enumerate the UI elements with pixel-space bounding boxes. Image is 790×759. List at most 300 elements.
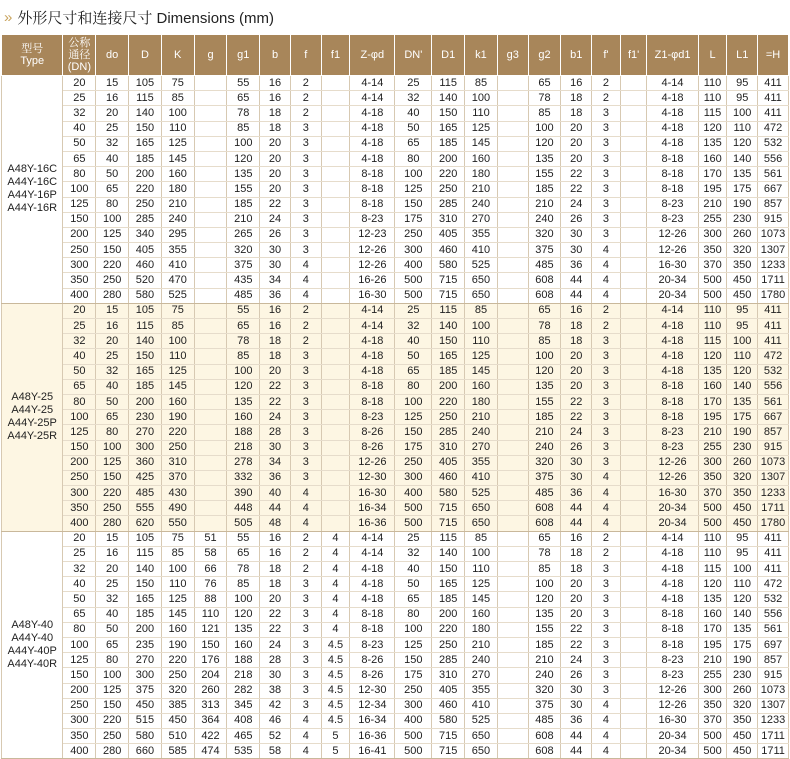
cell-g3 (497, 653, 528, 668)
cell-l: 300 (698, 227, 727, 242)
cell-f1 (321, 364, 350, 379)
cell-g3 (497, 106, 528, 121)
cell-g2: 320 (528, 455, 561, 470)
table-row (2, 622, 789, 637)
cell-l1: 175 (727, 410, 758, 425)
cell-f1 (321, 394, 350, 409)
cell-h: 1233 (758, 486, 789, 501)
cell-dn: 20 (63, 303, 96, 318)
cell-d1: 185 (432, 592, 465, 607)
cell-z1d1: 20-34 (647, 729, 698, 744)
cell-l: 120 (698, 577, 727, 592)
cell-g1: 435 (227, 273, 260, 288)
cell-d: 105 (129, 531, 162, 546)
cell-l: 160 (698, 607, 727, 622)
cell-d1: 140 (432, 319, 465, 334)
cell-k1: 525 (465, 486, 498, 501)
cell-f1 (321, 501, 350, 516)
cell-zd: 12-26 (350, 455, 395, 470)
cell-g: 474 (194, 744, 227, 759)
cell-d1: 405 (432, 683, 465, 698)
cell-d: 520 (129, 273, 162, 288)
cell-d: 375 (129, 683, 162, 698)
cell-b1: 18 (561, 546, 592, 561)
cell-g1: 345 (227, 698, 260, 713)
cell-d1: 460 (432, 698, 465, 713)
cell-d1: 150 (432, 106, 465, 121)
cell-do: 40 (96, 151, 129, 166)
cell-zd: 8-18 (350, 197, 395, 212)
cell-g (194, 136, 227, 151)
table-row (2, 76, 789, 91)
cell-d1: 285 (432, 197, 465, 212)
cell-d: 450 (129, 698, 162, 713)
cell-do: 280 (96, 288, 129, 303)
cell-f: 3 (290, 243, 321, 258)
cell-b1: 20 (561, 592, 592, 607)
cell-zd: 4-14 (350, 319, 395, 334)
cell-k1: 240 (465, 197, 498, 212)
cell-zd: 8-26 (350, 425, 395, 440)
cell-f1p (620, 151, 647, 166)
cell-f1p (620, 516, 647, 531)
cell-dnp: 32 (395, 546, 432, 561)
cell-b: 16 (260, 303, 291, 318)
cell-k1: 145 (465, 136, 498, 151)
cell-do: 220 (96, 486, 129, 501)
cell-k: 385 (161, 698, 194, 713)
cell-fp: 3 (592, 167, 621, 182)
cell-g3 (497, 410, 528, 425)
cell-h: 1073 (758, 455, 789, 470)
cell-b: 20 (260, 151, 291, 166)
cell-k1: 270 (465, 212, 498, 227)
cell-l: 255 (698, 212, 727, 227)
cell-g3 (497, 713, 528, 728)
cell-dnp: 50 (395, 577, 432, 592)
cell-b: 20 (260, 182, 291, 197)
cell-g3 (497, 455, 528, 470)
cell-fp: 3 (592, 151, 621, 166)
cell-b: 38 (260, 683, 291, 698)
cell-fp: 4 (592, 486, 621, 501)
page-title-bar (0, 0, 790, 34)
cell-k: 470 (161, 273, 194, 288)
cell-g1: 100 (227, 136, 260, 151)
cell-dnp: 80 (395, 151, 432, 166)
cell-b: 46 (260, 713, 291, 728)
cell-h: 532 (758, 136, 789, 151)
cell-dnp: 100 (395, 394, 432, 409)
cell-f1 (321, 303, 350, 318)
cell-k: 85 (161, 319, 194, 334)
cell-f1p (620, 212, 647, 227)
cell-l1: 450 (727, 501, 758, 516)
cell-d1: 715 (432, 288, 465, 303)
cell-f: 4 (290, 729, 321, 744)
cell-k1: 650 (465, 516, 498, 531)
cell-dn: 250 (63, 698, 96, 713)
table-row (2, 151, 789, 166)
column-header-d1: D1 (432, 35, 465, 76)
cell-d1: 405 (432, 227, 465, 242)
cell-l: 110 (698, 303, 727, 318)
cell-k1: 650 (465, 288, 498, 303)
cell-l: 370 (698, 486, 727, 501)
cell-d: 185 (129, 379, 162, 394)
cell-do: 50 (96, 622, 129, 637)
cell-dnp: 125 (395, 182, 432, 197)
cell-zd: 8-26 (350, 440, 395, 455)
cell-g (194, 349, 227, 364)
cell-zd: 16-36 (350, 729, 395, 744)
cell-zd: 12-26 (350, 258, 395, 273)
cell-h: 411 (758, 319, 789, 334)
cell-l1: 95 (727, 76, 758, 91)
cell-zd: 8-23 (350, 212, 395, 227)
cell-d1: 250 (432, 637, 465, 652)
cell-zd: 16-41 (350, 744, 395, 759)
cell-b1: 44 (561, 501, 592, 516)
cell-d1: 140 (432, 546, 465, 561)
cell-f: 4 (290, 273, 321, 288)
cell-h: 1711 (758, 501, 789, 516)
cell-z1d1: 8-18 (647, 410, 698, 425)
cell-fp: 2 (592, 303, 621, 318)
cell-d1: 115 (432, 531, 465, 546)
cell-g2: 135 (528, 607, 561, 622)
cell-d: 270 (129, 425, 162, 440)
cell-d: 580 (129, 288, 162, 303)
cell-b: 24 (260, 637, 291, 652)
cell-f1: 4.5 (321, 668, 350, 683)
cell-b1: 30 (561, 227, 592, 242)
cell-f1p (620, 637, 647, 652)
cell-f1p (620, 136, 647, 151)
cell-b: 20 (260, 136, 291, 151)
cell-d1: 405 (432, 455, 465, 470)
cell-dnp: 50 (395, 349, 432, 364)
cell-l1: 140 (727, 379, 758, 394)
cell-b: 22 (260, 394, 291, 409)
cell-l: 135 (698, 136, 727, 151)
cell-g1: 85 (227, 577, 260, 592)
cell-l: 195 (698, 182, 727, 197)
cell-k: 160 (161, 622, 194, 637)
cell-dnp: 40 (395, 106, 432, 121)
cell-do: 15 (96, 531, 129, 546)
cell-g (194, 486, 227, 501)
cell-h: 1711 (758, 744, 789, 759)
cell-f1p (620, 379, 647, 394)
cell-dn: 250 (63, 243, 96, 258)
cell-d1: 715 (432, 516, 465, 531)
cell-g1: 188 (227, 653, 260, 668)
cell-f1p (620, 744, 647, 759)
cell-z1d1: 12-26 (647, 698, 698, 713)
cell-g2: 485 (528, 258, 561, 273)
cell-k1: 85 (465, 531, 498, 546)
cell-dnp: 150 (395, 197, 432, 212)
cell-fp: 3 (592, 227, 621, 242)
cell-h: 915 (758, 440, 789, 455)
cell-dn: 80 (63, 167, 96, 182)
cell-h: 411 (758, 334, 789, 349)
cell-g (194, 394, 227, 409)
cell-h: 561 (758, 622, 789, 637)
cell-f: 2 (290, 531, 321, 546)
cell-b: 22 (260, 622, 291, 637)
cell-b1: 44 (561, 729, 592, 744)
cell-f: 3 (290, 379, 321, 394)
cell-k: 240 (161, 212, 194, 227)
cell-l: 115 (698, 106, 727, 121)
cell-g: 51 (194, 531, 227, 546)
cell-f: 3 (290, 637, 321, 652)
cell-dn: 80 (63, 622, 96, 637)
cell-f1p (620, 546, 647, 561)
cell-l1: 100 (727, 562, 758, 577)
cell-g2: 485 (528, 713, 561, 728)
cell-zd: 8-18 (350, 182, 395, 197)
cell-d: 235 (129, 637, 162, 652)
cell-dn: 300 (63, 486, 96, 501)
cell-b1: 20 (561, 136, 592, 151)
column-header-g2: g2 (528, 35, 561, 76)
cell-dnp: 32 (395, 91, 432, 106)
cell-d: 250 (129, 197, 162, 212)
table-row (2, 243, 789, 258)
cell-f1: 4.5 (321, 713, 350, 728)
cell-dn: 20 (63, 76, 96, 91)
cell-d: 220 (129, 182, 162, 197)
cell-dn: 200 (63, 683, 96, 698)
cell-d: 105 (129, 303, 162, 318)
table-row (2, 470, 789, 485)
cell-g (194, 379, 227, 394)
cell-g1: 465 (227, 729, 260, 744)
cell-g1: 155 (227, 182, 260, 197)
cell-h: 561 (758, 394, 789, 409)
cell-l: 115 (698, 334, 727, 349)
cell-d: 460 (129, 258, 162, 273)
cell-l: 210 (698, 425, 727, 440)
column-header-b1: b1 (561, 35, 592, 76)
cell-z1d1: 4-18 (647, 546, 698, 561)
cell-k: 310 (161, 455, 194, 470)
cell-zd: 4-18 (350, 577, 395, 592)
cell-fp: 3 (592, 577, 621, 592)
cell-k1: 100 (465, 91, 498, 106)
cell-fp: 4 (592, 258, 621, 273)
cell-l1: 175 (727, 182, 758, 197)
cell-k: 525 (161, 288, 194, 303)
cell-g (194, 76, 227, 91)
cell-fp: 3 (592, 182, 621, 197)
cell-f: 4 (290, 288, 321, 303)
cell-do: 150 (96, 243, 129, 258)
cell-k1: 355 (465, 455, 498, 470)
cell-l1: 120 (727, 136, 758, 151)
cell-do: 150 (96, 470, 129, 485)
cell-g (194, 243, 227, 258)
cell-l1: 190 (727, 425, 758, 440)
cell-g3 (497, 364, 528, 379)
cell-f1p (620, 729, 647, 744)
table-row (2, 303, 789, 318)
cell-g2: 135 (528, 379, 561, 394)
cell-l: 195 (698, 637, 727, 652)
cell-f1 (321, 288, 350, 303)
cell-dnp: 100 (395, 622, 432, 637)
cell-g: 58 (194, 546, 227, 561)
table-row (2, 197, 789, 212)
table-row (2, 637, 789, 652)
cell-f1p (620, 243, 647, 258)
cell-f1p (620, 121, 647, 136)
table-row (2, 334, 789, 349)
cell-l: 135 (698, 592, 727, 607)
column-header-z1d1: Z1-φd1 (647, 35, 698, 76)
cell-fp: 3 (592, 349, 621, 364)
cell-do: 100 (96, 212, 129, 227)
cell-f: 2 (290, 546, 321, 561)
cell-g1: 278 (227, 455, 260, 470)
cell-g (194, 91, 227, 106)
cell-dnp: 125 (395, 637, 432, 652)
cell-g3 (497, 121, 528, 136)
cell-f1p (620, 455, 647, 470)
cell-l: 170 (698, 622, 727, 637)
table-header-row (2, 35, 789, 76)
cell-k1: 160 (465, 607, 498, 622)
cell-k1: 160 (465, 379, 498, 394)
cell-dn: 125 (63, 197, 96, 212)
cell-g1: 448 (227, 501, 260, 516)
cell-dnp: 50 (395, 121, 432, 136)
cell-f1 (321, 151, 350, 166)
cell-do: 50 (96, 394, 129, 409)
cell-fp: 3 (592, 425, 621, 440)
cell-g2: 375 (528, 698, 561, 713)
cell-d: 185 (129, 151, 162, 166)
table-row (2, 167, 789, 182)
cell-g2: 485 (528, 486, 561, 501)
cell-fp: 4 (592, 729, 621, 744)
cell-zd: 16-30 (350, 486, 395, 501)
cell-g (194, 319, 227, 334)
cell-g2: 608 (528, 288, 561, 303)
cell-f: 3 (290, 364, 321, 379)
cell-z1d1: 4-14 (647, 303, 698, 318)
column-header-l: L (698, 35, 727, 76)
cell-k: 100 (161, 334, 194, 349)
cell-f: 2 (290, 562, 321, 577)
table-row (2, 182, 789, 197)
cell-z1d1: 8-18 (647, 182, 698, 197)
cell-dnp: 250 (395, 455, 432, 470)
cell-g3 (497, 637, 528, 652)
cell-g1: 55 (227, 76, 260, 91)
cell-d1: 715 (432, 744, 465, 759)
cell-f: 2 (290, 303, 321, 318)
cell-g3 (497, 182, 528, 197)
column-header-fp: f' (592, 35, 621, 76)
cell-l1: 135 (727, 394, 758, 409)
cell-k1: 240 (465, 653, 498, 668)
cell-g2: 240 (528, 440, 561, 455)
cell-g3 (497, 167, 528, 182)
cell-dnp: 175 (395, 212, 432, 227)
cell-d1: 165 (432, 349, 465, 364)
table-row (2, 653, 789, 668)
cell-dnp: 32 (395, 319, 432, 334)
cell-d: 360 (129, 455, 162, 470)
cell-f1: 4 (321, 592, 350, 607)
cell-l1: 450 (727, 288, 758, 303)
cell-g1: 120 (227, 607, 260, 622)
cell-b1: 20 (561, 607, 592, 622)
cell-g3 (497, 546, 528, 561)
cell-z1d1: 8-18 (647, 379, 698, 394)
cell-fp: 3 (592, 622, 621, 637)
cell-d1: 310 (432, 440, 465, 455)
cell-b1: 44 (561, 273, 592, 288)
cell-do: 100 (96, 668, 129, 683)
cell-g1: 265 (227, 227, 260, 242)
cell-f1: 5 (321, 729, 350, 744)
cell-l: 110 (698, 319, 727, 334)
cell-b1: 16 (561, 76, 592, 91)
cell-f1p (620, 653, 647, 668)
cell-g2: 375 (528, 470, 561, 485)
cell-d1: 250 (432, 182, 465, 197)
cell-dn: 100 (63, 637, 96, 652)
cell-k: 510 (161, 729, 194, 744)
cell-g1: 135 (227, 394, 260, 409)
cell-do: 80 (96, 653, 129, 668)
cell-h: 857 (758, 425, 789, 440)
cell-f1p (620, 440, 647, 455)
cell-h: 532 (758, 364, 789, 379)
cell-f1 (321, 470, 350, 485)
cell-b: 30 (260, 243, 291, 258)
cell-f: 3 (290, 410, 321, 425)
cell-b1: 18 (561, 319, 592, 334)
cell-do: 25 (96, 577, 129, 592)
cell-g (194, 106, 227, 121)
table-row (2, 394, 789, 409)
cell-k: 145 (161, 379, 194, 394)
cell-dn: 50 (63, 592, 96, 607)
cell-l1: 100 (727, 334, 758, 349)
table-row (2, 425, 789, 440)
cell-g2: 85 (528, 334, 561, 349)
cell-k1: 210 (465, 637, 498, 652)
cell-b1: 36 (561, 258, 592, 273)
cell-g2: 100 (528, 577, 561, 592)
cell-k1: 270 (465, 668, 498, 683)
cell-d: 620 (129, 516, 162, 531)
cell-z1d1: 4-18 (647, 106, 698, 121)
cell-b1: 20 (561, 379, 592, 394)
cell-dnp: 150 (395, 653, 432, 668)
cell-b1: 30 (561, 455, 592, 470)
cell-g (194, 197, 227, 212)
cell-g1: 188 (227, 425, 260, 440)
cell-fp: 3 (592, 455, 621, 470)
cell-b: 16 (260, 91, 291, 106)
